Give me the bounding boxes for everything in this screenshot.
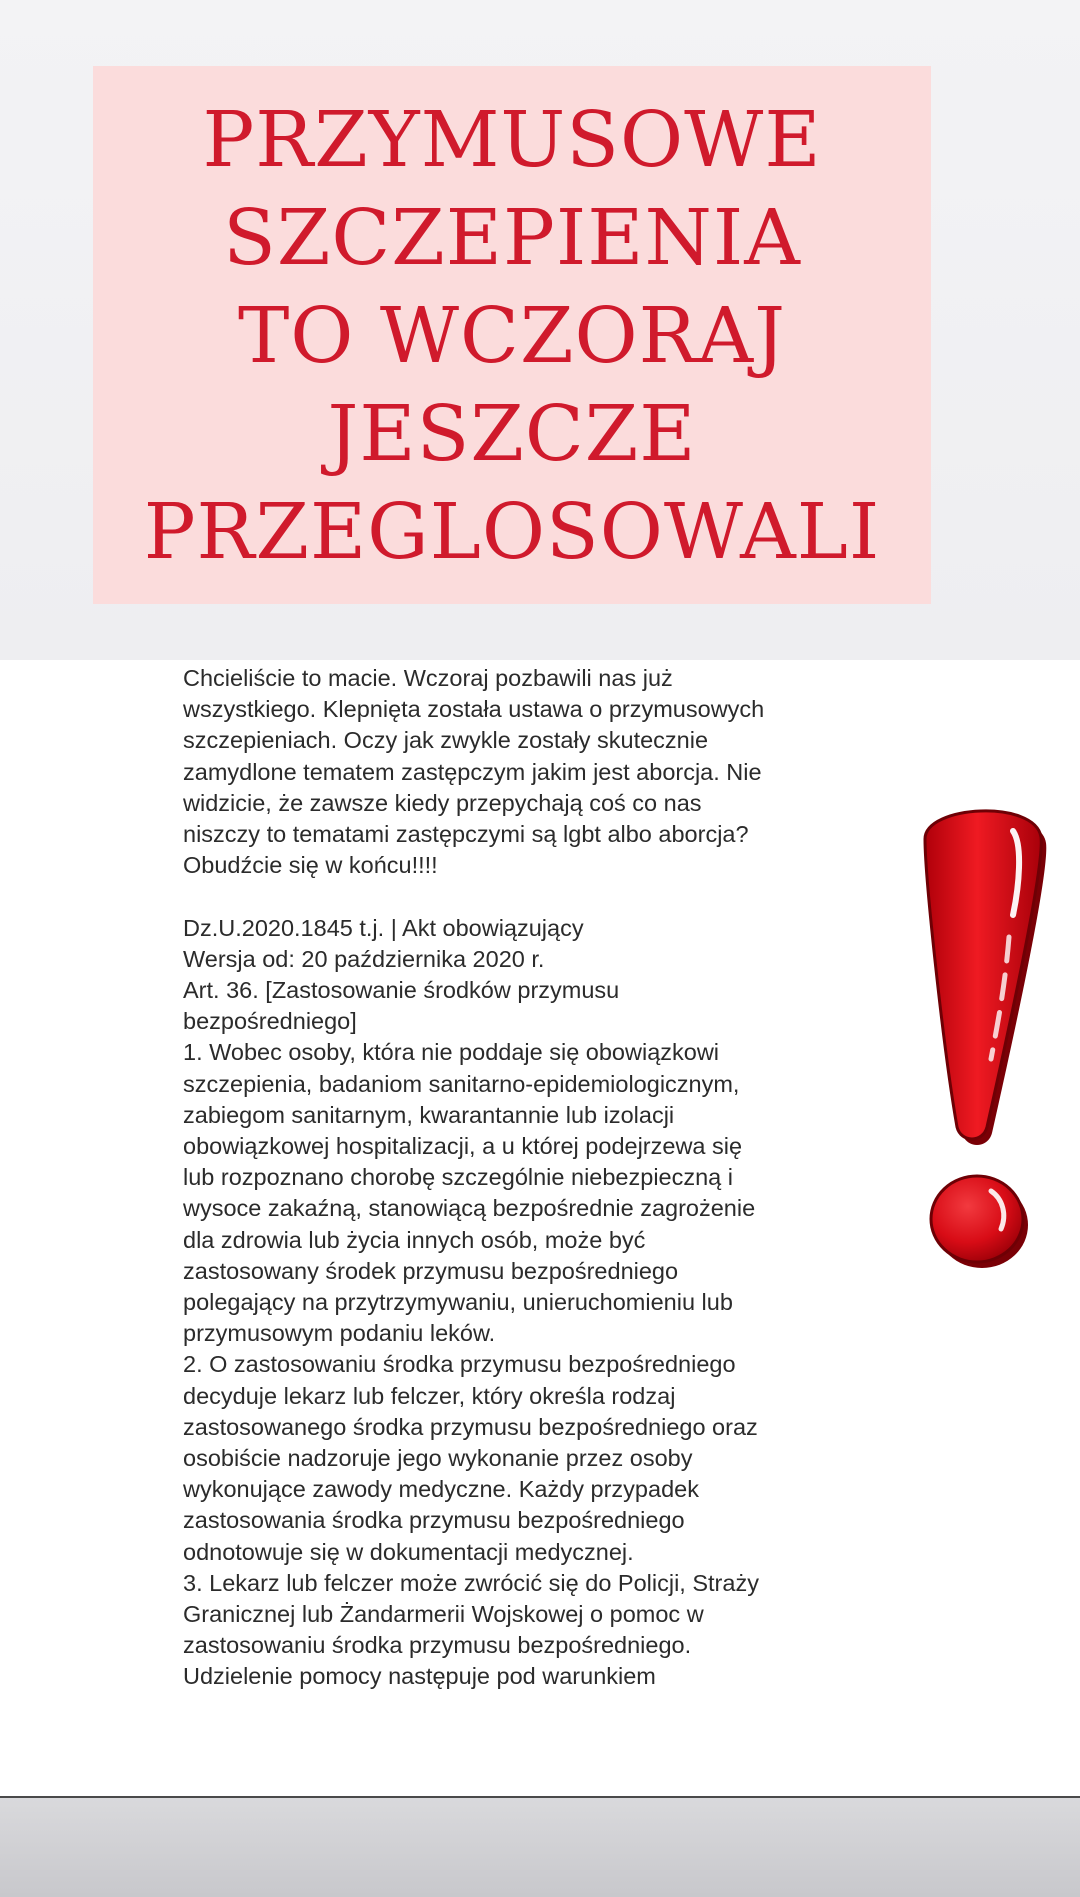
text-line: polegający na przytrzymywaniu, unieruchomieniu lub xyxy=(183,1289,733,1316)
text-line: zastosowany środek przymusu bezpośredniego xyxy=(183,1257,679,1284)
text-line: lub rozpoznano chorobę szczególnie niebezpieczną i xyxy=(183,1164,734,1191)
headline-line: TO WCZORAJ xyxy=(237,292,787,381)
text-line: zamydlone tematem zastępczym jakim jest aborcja. Nie xyxy=(183,758,762,785)
text-line: niszczy to tematami zastępczymi są lgbt albo aborcja? xyxy=(183,821,749,848)
text-line: Art. 36. [Zastosowanie środków przymusu xyxy=(183,977,620,1004)
text-line: dla zdrowia lub życia innych osób, może być xyxy=(183,1226,646,1253)
bottom-bar xyxy=(0,1796,1080,1897)
text-line: przymusowym podaniu leków. xyxy=(183,1320,496,1347)
text-line: zastosowanego środka przymusu bezpośredniego oraz xyxy=(183,1413,758,1440)
intro-paragraph xyxy=(183,663,883,881)
headline-line: JESZCZE xyxy=(327,390,697,479)
text-line: zastosowaniu środka przymusu bezpośredniego. xyxy=(183,1632,692,1659)
text-line: Chcieliście to macie. Wczoraj pozbawili nas już xyxy=(183,665,673,691)
text-line: wykonujące zawody medyczne. Każdy przypadek xyxy=(183,1476,699,1503)
text-line: osobiście nadzoruje jego wykonanie przez osoby xyxy=(183,1445,693,1472)
text-line: 2. O zastosowaniu środka przymusu bezpośredniego xyxy=(183,1351,736,1378)
text-line: wszystkiego. Klepnięta została ustawa o przymusowych xyxy=(183,696,765,723)
text-line: zabiegom sanitarnym, kwarantannie lub izolacji xyxy=(183,1101,675,1128)
text-line: Wersja od: 20 października 2020 r. xyxy=(183,945,545,972)
paragraph-gap xyxy=(183,881,883,912)
text-line: Dz.U.2020.1845 t.j. | Akt obowiązujący xyxy=(183,914,584,941)
text-line: bezpośredniego] xyxy=(183,1008,357,1035)
text-line: widzicie, że zawsze kiedy przepychają coś co nas xyxy=(183,789,702,816)
text-line-cut-off: Udzielenie pomocy następuje pod warunkiem xyxy=(183,1663,656,1690)
text-line: decyduje lekarz lub felczer, który określa rodzaj xyxy=(183,1382,676,1409)
text-line: Obudźcie się w końcu!!!! xyxy=(183,852,438,879)
headline-banner xyxy=(93,66,931,604)
document-text xyxy=(183,663,883,1693)
text-line: szczepieniach. Oczy jak zwykle zostały skutecznie xyxy=(183,727,709,754)
text-line: obowiązkowej hospitalizacji, a u której podejrzewa się xyxy=(183,1133,743,1160)
text-line: 1. Wobec osoby, która nie poddaje się obowiązkowi xyxy=(183,1039,720,1066)
text-line: zastosowania środka przymusu bezpośredniego xyxy=(183,1507,685,1534)
headline-line: PRZYMUSOWE xyxy=(202,96,822,185)
exclamation-mark-icon xyxy=(895,797,1055,1297)
text-line: odnotowuje się w dokumentacji medycznej. xyxy=(183,1538,634,1565)
text-line: wysoce zakaźną, stanowiącą bezpośrednie zagrożenie xyxy=(183,1195,756,1222)
text-line: szczepienia, badaniom sanitarno-epidemiologicznym, xyxy=(183,1070,740,1097)
text-line: 3. Lekarz lub felczer może zwrócić się do Policji, Straży xyxy=(183,1569,759,1596)
text-line: Granicznej lub Żandarmerii Wojskowej o pomoc w xyxy=(183,1601,704,1628)
headline-line: SZCZEPIENIA xyxy=(223,194,801,283)
law-excerpt xyxy=(183,913,883,1693)
headline-line: PRZEGLOSOWALI xyxy=(143,488,881,577)
